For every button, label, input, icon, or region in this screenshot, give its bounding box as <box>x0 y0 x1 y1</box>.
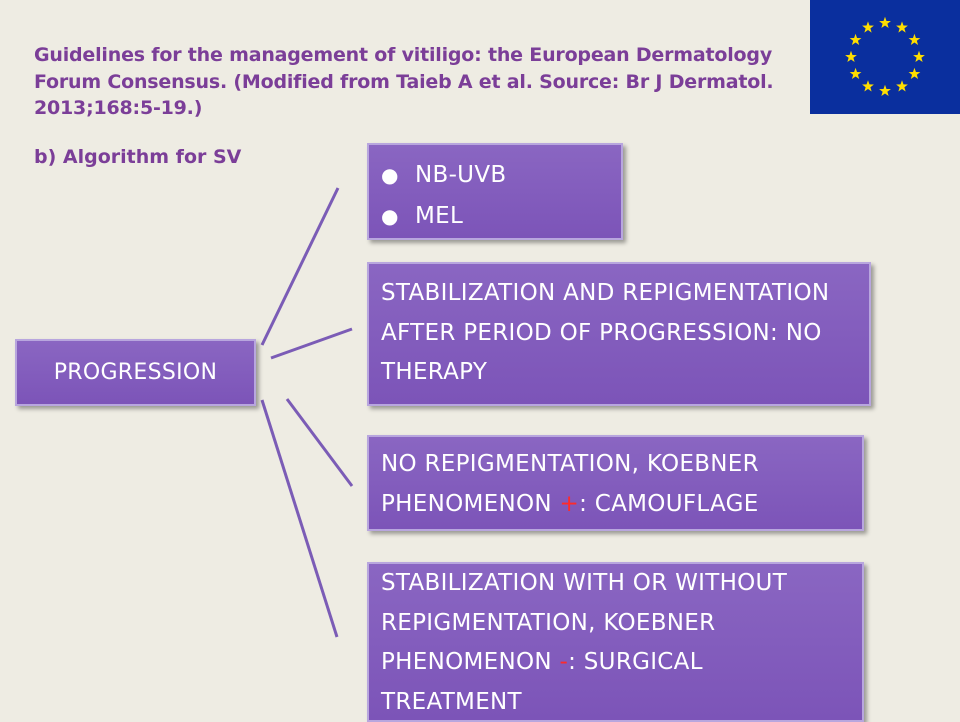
therapy-list <box>381 155 621 237</box>
surgical-text-end: : SURGICAL TREATMENT <box>381 649 703 715</box>
koebner-negative-sign: - <box>559 649 569 675</box>
camouflage-text-start: NO REPIGMENTATION, KOEBNER PHENOMENON <box>381 451 759 517</box>
slide-title: Guidelines for the management of vitiligo: the European Dermatology Forum Consensus. (Modified from Taieb A et al. Source: Br J Dermatol. 2013;168:5-19.) <box>34 44 774 119</box>
progression-node <box>15 339 256 406</box>
list-item <box>381 155 621 196</box>
no-therapy-node <box>367 262 871 406</box>
progression-label: PROGRESSION <box>53 360 218 385</box>
koebner-positive-sign: + <box>559 490 580 517</box>
bullet-icon: ● <box>381 204 399 228</box>
connector-line-a <box>262 188 338 345</box>
connector-line-d <box>262 400 337 637</box>
connector-line-c <box>287 399 352 486</box>
bullet-icon: ● <box>381 163 399 187</box>
list-item <box>381 196 621 237</box>
camouflage-text-end: : CAMOUFLAGE <box>579 490 759 517</box>
therapy-item-label: MEL <box>415 203 464 229</box>
surgical-text-start: STABILIZATION WITH OR WITHOUT REPIGMENTATION, KOEBNER PHENOMENON <box>381 570 788 675</box>
no-therapy-text: STABILIZATION AND REPIGMENTATION AFTER PERIOD OF PROGRESSION: NO THERAPY <box>381 280 830 385</box>
slide-subtitle: b) Algorithm for SV <box>34 146 242 168</box>
camouflage-node <box>367 435 864 531</box>
therapy-list-node <box>367 143 623 240</box>
surgical-treatment-node <box>367 562 864 722</box>
therapy-item-label: NB-UVB <box>415 162 507 188</box>
connector-line-b <box>271 329 352 358</box>
